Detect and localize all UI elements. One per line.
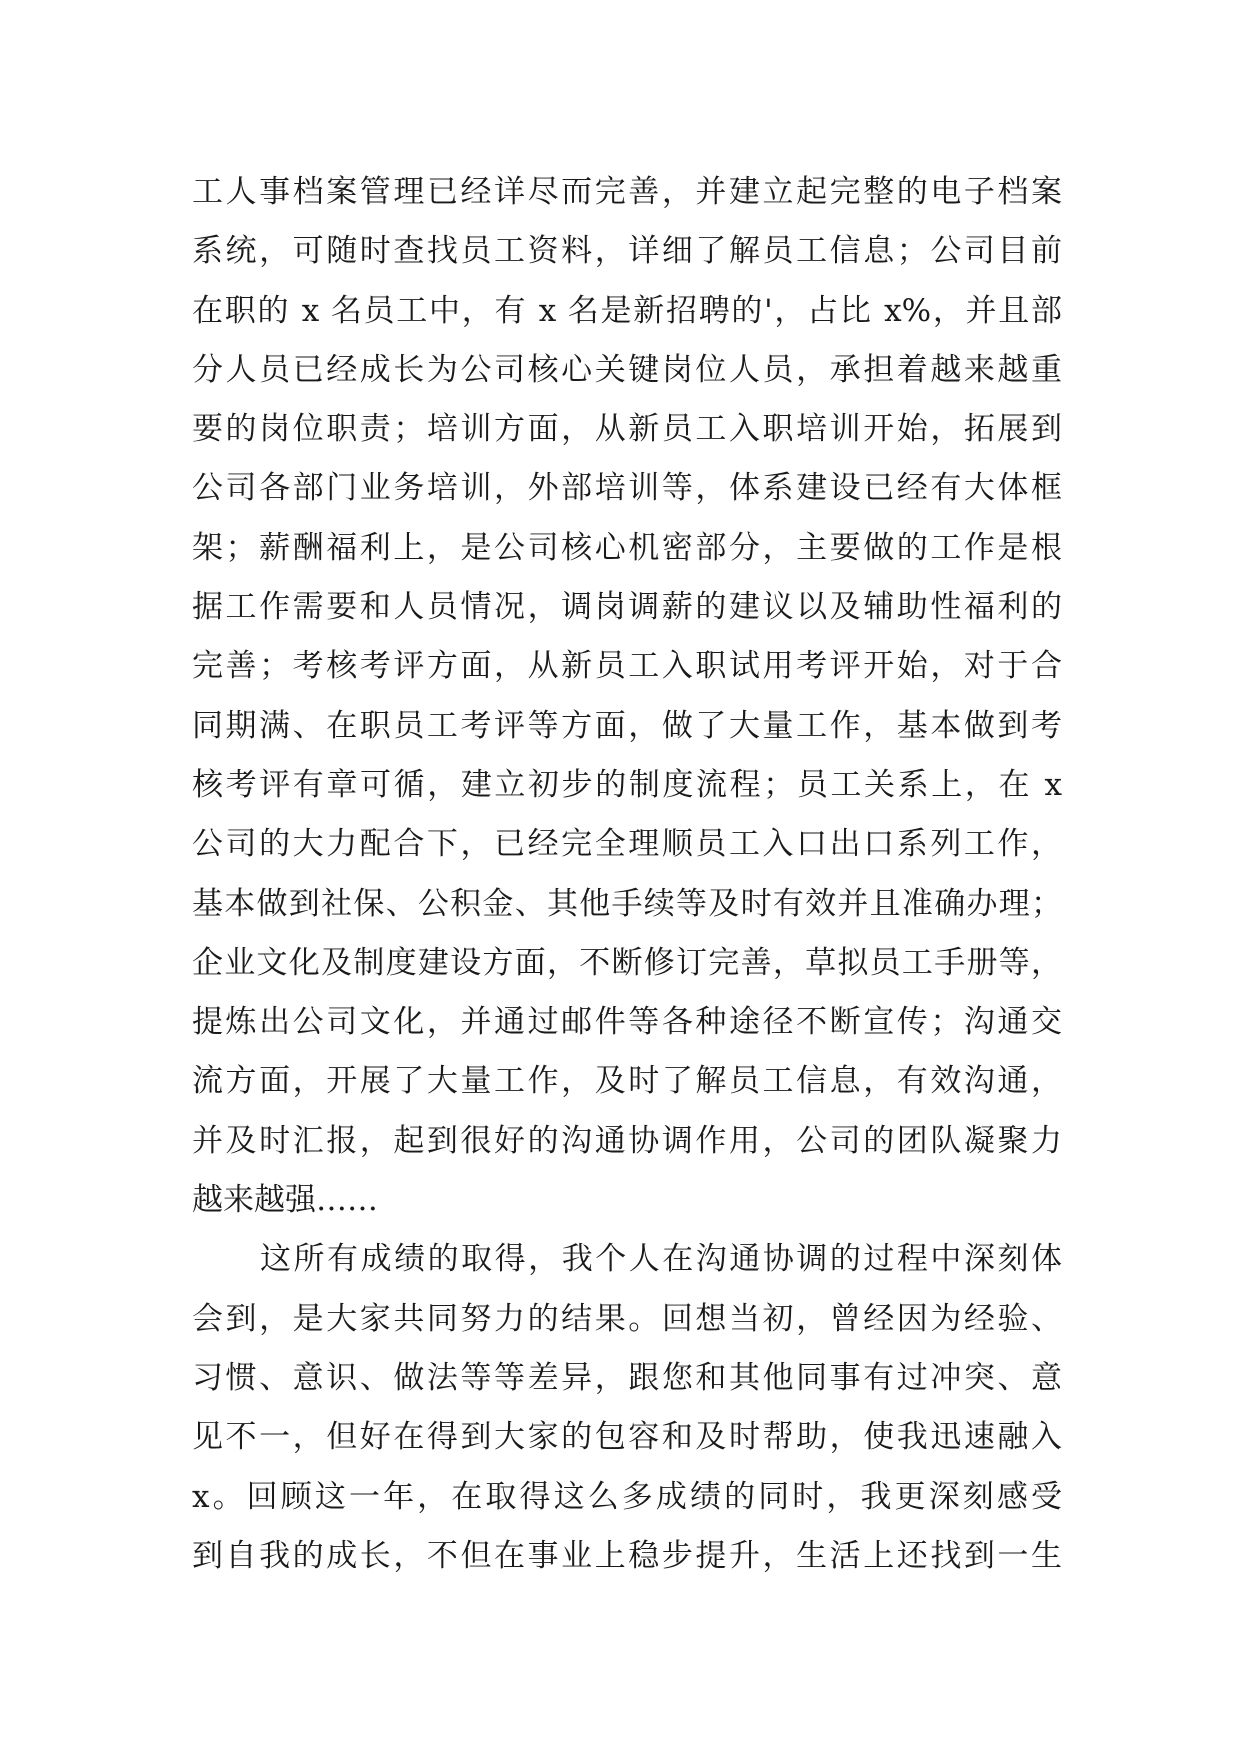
text-line: 提炼出公司文化，并通过邮件等各种途径不断宣传；沟通交 [192, 1004, 1062, 1041]
paragraph-1 [192, 163, 1062, 1230]
text-line: 系统，可随时查找员工资料，详细了解员工信息；公司目前 [192, 233, 1062, 270]
text-line: 分人员已经成长为公司核心关键岗位人员，承担着越来越重 [192, 351, 1062, 388]
text-line: 流方面，开展了大量工作，及时了解员工信息，有效沟通， [192, 1063, 1062, 1100]
text-line: x。回顾这一年，在取得这么多成绩的同时，我更深刻感受 [192, 1478, 1062, 1515]
text-line: 完善；考核考评方面，从新员工入职试用考评开始，对于合 [192, 648, 1062, 685]
body-text [192, 163, 1062, 1586]
text-line: 据工作需要和人员情况，调岗调薪的建议以及辅助性福利的 [192, 589, 1062, 626]
text-line: 并及时汇报，起到很好的沟通协调作用，公司的团队凝聚力 [192, 1122, 1062, 1159]
text-line: 越来越强…… [192, 1182, 378, 1219]
text-line: 见不一，但好在得到大家的包容和及时帮助，使我迅速融入 [192, 1419, 1062, 1456]
paragraph-2 [192, 1230, 1062, 1586]
text-line: 企业文化及制度建设方面，不断修订完善，草拟员工手册等， [192, 944, 1062, 981]
text-line: 同期满、在职员工考评等方面，做了大量工作，基本做到考 [192, 707, 1062, 744]
text-line: 工人事档案管理已经详尽而完善，并建立起完整的电子档案 [192, 174, 1062, 210]
text-line: 在职的 x 名员工中，有 x 名是新招聘的'，占比 x%，并且部 [192, 292, 1062, 329]
text-line: 这所有成绩的取得，我个人在沟通协调的过程中深刻体 [260, 1241, 1062, 1278]
text-line: 基本做到社保、公积金、其他手续等及时有效并且准确办理； [192, 885, 1062, 922]
text-line: 核考评有章可循，建立初步的制度流程；员工关系上，在 x [192, 766, 1062, 803]
text-line: 公司的大力配合下，已经完全理顺员工入口出口系列工作， [192, 826, 1062, 863]
text-line: 到自我的成长，不但在事业上稳步提升，生活上还找到一生 [192, 1537, 1062, 1574]
text-line: 要的岗位职责；培训方面，从新员工入职培训开始，拓展到 [192, 411, 1062, 448]
text-line: 公司各部门业务培训，外部培训等，体系建设已经有大体框 [192, 470, 1062, 507]
text-line: 架；薪酬福利上，是公司核心机密部分，主要做的工作是根 [192, 529, 1062, 566]
text-line: 习惯、意识、做法等等差异，跟您和其他同事有过冲突、意 [192, 1359, 1062, 1396]
text-line: 会到，是大家共同努力的结果。回想当初，曾经因为经验、 [192, 1300, 1062, 1337]
